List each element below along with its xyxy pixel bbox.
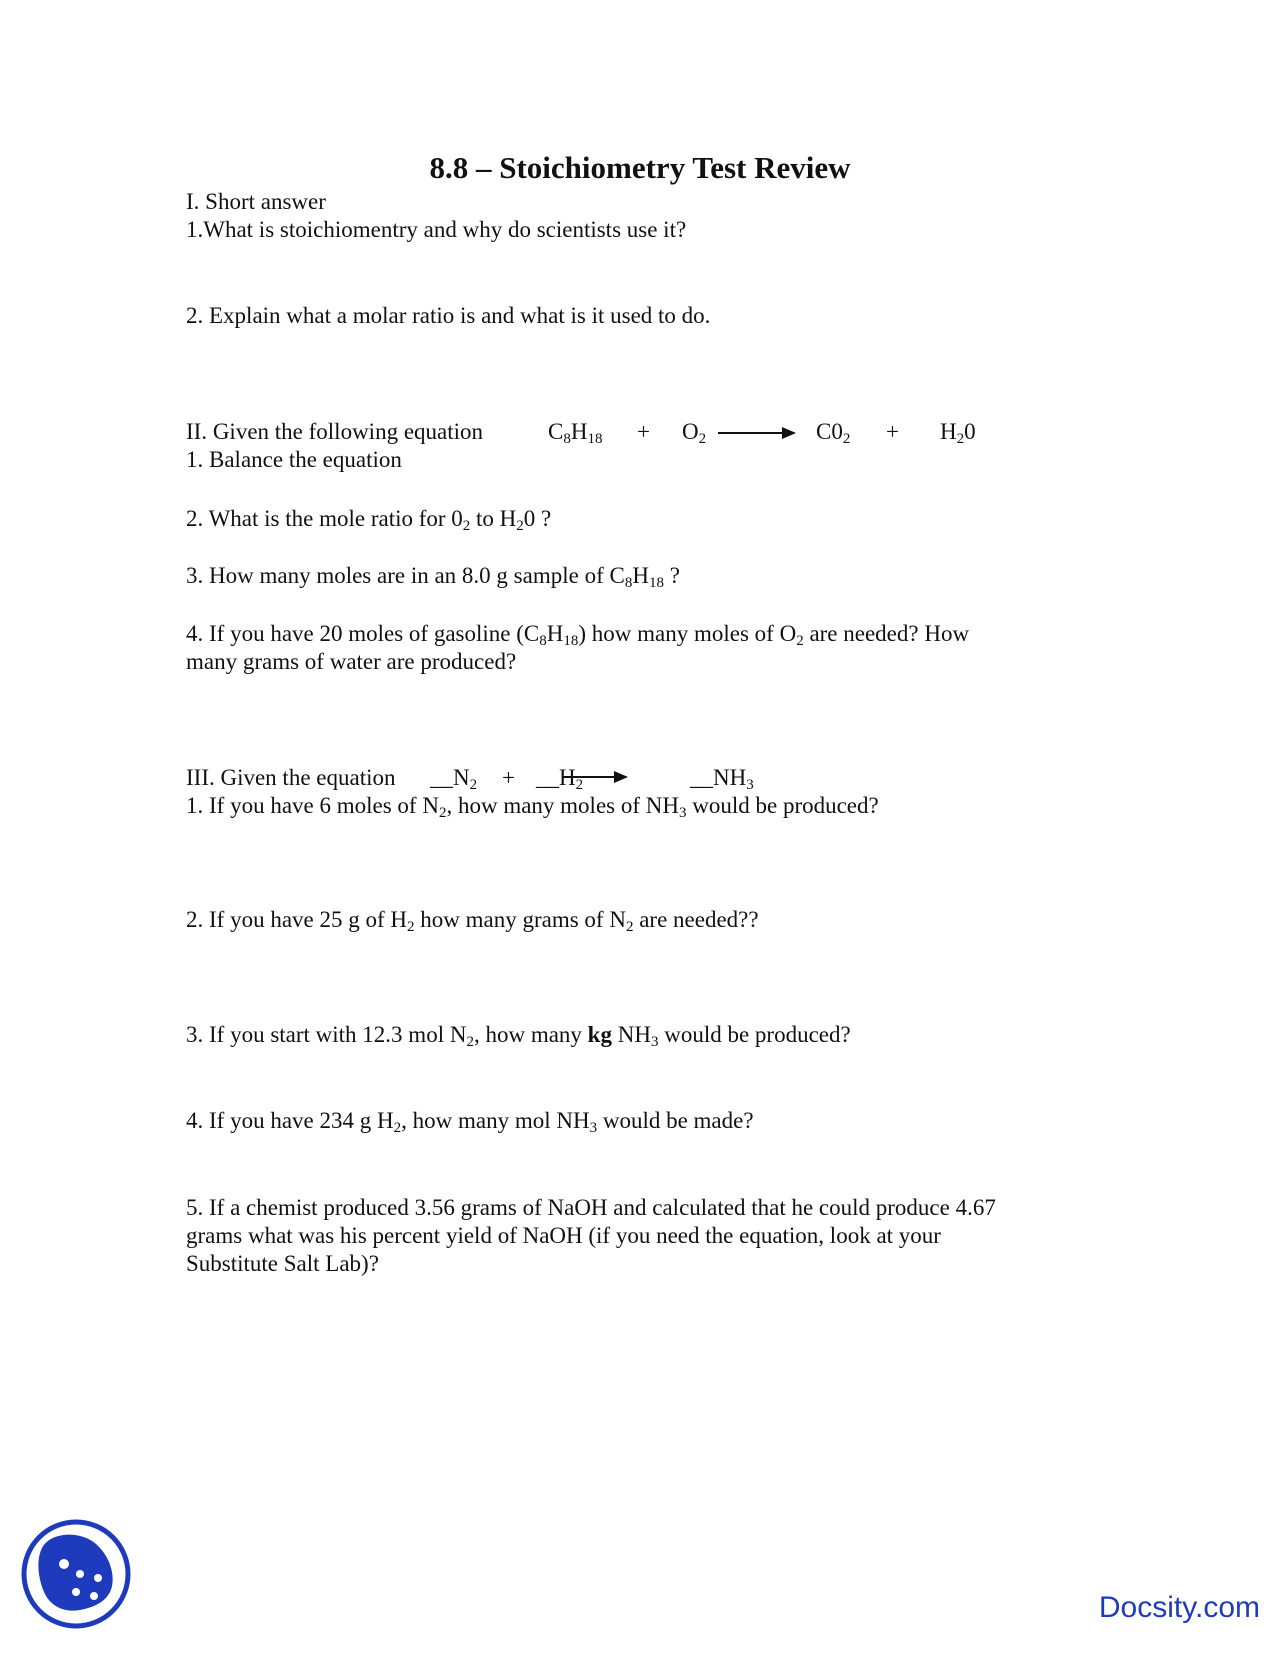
section-3-question-5-line-2: grams what was his percent yield of NaOH (if you need the equation, look at your	[186, 1223, 941, 1248]
section-3-question-3: 3. If you start with 12.3 mol $N_2$, how many kg $NH_3$ would be produced?	[186, 1022, 851, 1050]
section-1-question-1: 1.What is stoichiomentry and why do scientists use it?	[186, 217, 687, 242]
section-3-question-1: 1. If you have 6 moles of $N_2$, how many moles of $NH_3$ would be produced?	[186, 793, 879, 821]
equation-2-product: $\_\_NH_3$	[690, 765, 754, 793]
docsity-logo-icon[interactable]	[20, 1518, 132, 1630]
section-2-question-4-line-2: many grams of water are produced?	[186, 649, 517, 674]
equation-1: $C_8H_{18}$	[548, 419, 603, 447]
section-3-question-4: 4. If you have 234 g $H_2$, how many mol $NH_3$ would be made?	[186, 1108, 754, 1136]
equation-2-reactant-2: $\_\_H_2$	[536, 765, 584, 793]
equation-1-plus-1: +	[637, 419, 650, 444]
equation-2-reactant-1: $\_\_N_2$	[430, 765, 478, 793]
section-1-question-2: 2. Explain what a molar ratio is and what is it used to do.	[186, 303, 711, 328]
section-3-heading: III. Given the equation	[186, 765, 396, 790]
section-3-question-5-line-3: Substitute Salt Lab)?	[186, 1251, 379, 1276]
docsity-brand-link[interactable]: Docsity.com	[1098, 1591, 1260, 1624]
section-2-question-4: 4. If you have 20 moles of gasoline $(C_8H_{18})$ how many moles of $O_2$ are needed? How	[186, 621, 970, 649]
equation-2-plus: +	[502, 765, 515, 790]
section-3-question-2: 2. If you have 25 g of $H_2$ how many grams of $N_2$ are needed??	[186, 907, 759, 935]
section-1-heading: I. Short answer	[186, 189, 326, 214]
section-2-question-3: 3. How many moles are in an 8.0 g sample of $C_8H_{18}$ ?	[186, 563, 680, 591]
page-title: 8.8 – Stoichiometry Test Review	[429, 150, 851, 185]
equation-1-plus-2: +	[886, 419, 899, 444]
reaction-arrow-icon	[718, 425, 796, 441]
equation-1-product-2: $H_20$	[940, 419, 976, 447]
section-2-heading: II. Given the following equation	[186, 419, 484, 444]
reaction-arrow-icon	[562, 769, 628, 785]
section-2-question-1: 1. Balance the equation	[186, 447, 402, 472]
section-3-question-5-line-1: 5. If a chemist produced 3.56 grams of NaOH and calculated that he could produce 4.67	[186, 1195, 996, 1220]
section-2-question-2: 2. What is the mole ratio for $0_2$ to $H_20$ ?	[186, 506, 552, 534]
equation-1-product-1: $C0_2$	[816, 419, 851, 447]
equation-1-reactant-2: $O_2$	[682, 419, 707, 447]
